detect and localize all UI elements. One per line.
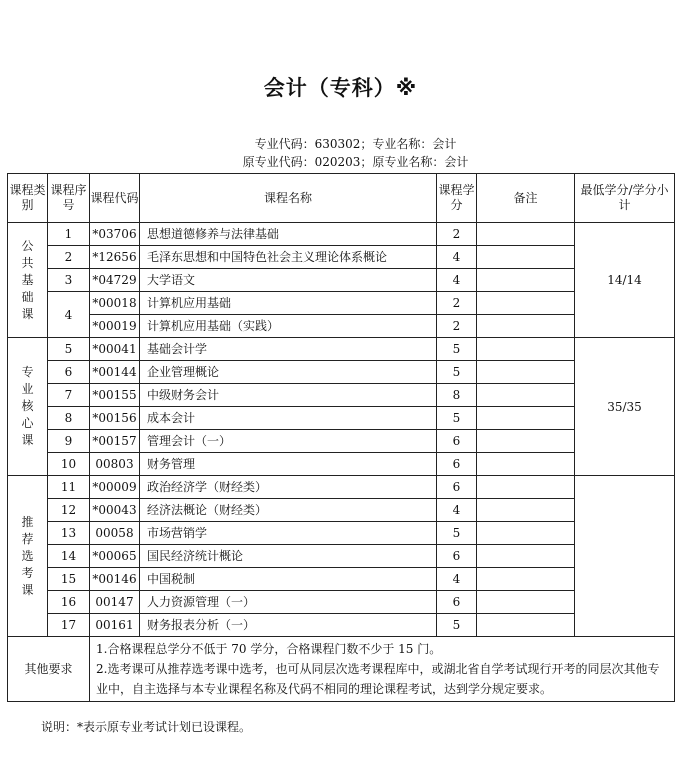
category-char: 心 (21, 416, 34, 430)
seq-cell: 14 (48, 545, 90, 568)
table-row (8, 453, 675, 476)
code-cell: *00156 (90, 407, 140, 430)
requirement-item: 2.选考课可从推荐选考课中选考，也可从同层次选考课程库中，或湖北省自学考试现行开考的同层次其他专业中，自主选择与本专业课程名称及代码不相同的理论课程考试，达到学分规定要求。 (96, 662, 660, 696)
remark-cell (477, 453, 575, 476)
credit-cell: 6 (437, 430, 477, 453)
name-cell: 毛泽东思想和中国特色社会主义理论体系概论 (140, 246, 437, 269)
category-char: 选 (21, 548, 34, 563)
category-char: 考 (21, 565, 34, 580)
table-row (8, 223, 675, 246)
remark-cell (477, 269, 575, 292)
seq-cell: 8 (48, 407, 90, 430)
seq-cell: 15 (48, 568, 90, 591)
credit-cell: 4 (437, 246, 477, 269)
remark-cell (477, 292, 575, 315)
name-cell: 国民经济统计概论 (140, 545, 437, 568)
table-row (8, 269, 675, 292)
category-char: 共 (21, 255, 34, 270)
name-cell: 基础会计学 (140, 338, 437, 361)
seq-cell: 17 (48, 614, 90, 637)
category-char: 公 (21, 238, 34, 253)
credit-cell: 2 (437, 223, 477, 246)
table-row (8, 545, 675, 568)
subtotal-cell (575, 476, 675, 637)
header-remark: 备注 (477, 174, 575, 223)
name-cell: 中级财务会计 (140, 384, 437, 407)
header-code: 课程代码 (90, 174, 140, 223)
credit-cell: 6 (437, 591, 477, 614)
subtotal-cell: 14/14 (575, 223, 675, 338)
code-cell: *12656 (90, 246, 140, 269)
remark-cell (477, 499, 575, 522)
remark-cell (477, 338, 575, 361)
name-cell: 财务管理 (140, 453, 437, 476)
category-char: 专 (21, 365, 34, 379)
code-cell: *00041 (90, 338, 140, 361)
seq-cell: 2 (48, 246, 90, 269)
credit-cell: 4 (437, 568, 477, 591)
category-cell (8, 338, 48, 476)
remark-cell (477, 384, 575, 407)
table-row (8, 499, 675, 522)
credit-cell: 4 (437, 269, 477, 292)
table-header-row (8, 174, 675, 223)
category-cell (8, 223, 48, 338)
remark-cell (477, 522, 575, 545)
code-cell: *00155 (90, 384, 140, 407)
code-cell: *00019 (90, 315, 140, 338)
credit-cell: 5 (437, 614, 477, 637)
seq-cell: 11 (48, 476, 90, 499)
name-cell: 中国税制 (140, 568, 437, 591)
seq-cell: 13 (48, 522, 90, 545)
credit-cell: 2 (437, 315, 477, 338)
category-char: 课 (21, 433, 34, 447)
seq-cell: 5 (48, 338, 90, 361)
remark-cell (477, 614, 575, 637)
remark-cell (477, 246, 575, 269)
name-cell: 计算机应用基础（实践） (140, 315, 437, 338)
header-credit: 课程学分 (437, 174, 477, 223)
code-cell: 00058 (90, 522, 140, 545)
category-cell (8, 476, 48, 637)
seq-cell: 16 (48, 591, 90, 614)
seq-cell: 6 (48, 361, 90, 384)
seq-cell: 9 (48, 430, 90, 453)
remark-cell (477, 407, 575, 430)
remark-cell (477, 545, 575, 568)
table-row (8, 292, 675, 315)
other-requirements-row (8, 637, 675, 702)
category-char: 业 (21, 382, 34, 396)
name-cell: 思想道德修养与法律基础 (140, 223, 437, 246)
seq-cell: 1 (48, 223, 90, 246)
remark-cell (477, 591, 575, 614)
category-char: 推 (21, 514, 34, 529)
remark-cell (477, 361, 575, 384)
credit-cell: 6 (437, 453, 477, 476)
remark-cell (477, 568, 575, 591)
seq-cell: 12 (48, 499, 90, 522)
name-cell: 成本会计 (140, 407, 437, 430)
name-cell: 企业管理概论 (140, 361, 437, 384)
credit-cell: 2 (437, 292, 477, 315)
name-cell: 计算机应用基础 (140, 292, 437, 315)
category-char: 课 (21, 306, 34, 321)
credit-cell: 5 (437, 522, 477, 545)
category-char: 课 (21, 582, 34, 597)
remark-cell (477, 430, 575, 453)
major-code-line: 专业代码：630302；专业名称：会计 (254, 137, 457, 151)
seq-cell: 4 (48, 292, 90, 338)
course-plan-table (7, 173, 675, 702)
credit-cell: 6 (437, 545, 477, 568)
table-row (8, 430, 675, 453)
credit-cell: 5 (437, 338, 477, 361)
table-row (8, 361, 675, 384)
name-cell: 财务报表分析（一） (140, 614, 437, 637)
remark-cell (477, 315, 575, 338)
table-row (8, 246, 675, 269)
credit-cell: 6 (437, 476, 477, 499)
original-major-code-line: 原专业代码：020203；原专业名称：会计 (242, 155, 469, 169)
remark-cell (477, 223, 575, 246)
table-row (8, 338, 675, 361)
code-cell: *00157 (90, 430, 140, 453)
table-row (8, 407, 675, 430)
header-seq: 课程序号 (48, 174, 90, 223)
subtotal-cell: 35/35 (575, 338, 675, 476)
code-cell: *00043 (90, 499, 140, 522)
table-row (8, 315, 675, 338)
code-cell: 00803 (90, 453, 140, 476)
name-cell: 管理会计（一） (140, 430, 437, 453)
code-cell: *00146 (90, 568, 140, 591)
header-min-credit: 最低学分/学分小计 (575, 174, 675, 223)
name-cell: 市场营销学 (140, 522, 437, 545)
code-cell: 00161 (90, 614, 140, 637)
code-cell: *00018 (90, 292, 140, 315)
code-cell: 00147 (90, 591, 140, 614)
category-char: 基 (21, 272, 34, 287)
header-category: 课程类别 (8, 174, 48, 223)
category-char: 核 (21, 399, 34, 413)
table-row (8, 591, 675, 614)
credit-cell: 4 (437, 499, 477, 522)
table-row (8, 568, 675, 591)
category-char: 础 (21, 289, 34, 304)
category-char: 荐 (21, 531, 34, 546)
seq-cell: 7 (48, 384, 90, 407)
code-cell: *03706 (90, 223, 140, 246)
credit-cell: 5 (437, 361, 477, 384)
name-cell: 经济法概论（财经类） (140, 499, 437, 522)
seq-cell: 3 (48, 269, 90, 292)
credit-cell: 8 (437, 384, 477, 407)
other-requirements-text (90, 637, 675, 702)
name-cell: 人力资源管理（一） (140, 591, 437, 614)
requirement-item: 1.合格课程总学分不低于 70 学分，合格课程门数不少于 15 门。 (96, 642, 442, 656)
credit-cell: 5 (437, 407, 477, 430)
table-row (8, 476, 675, 499)
footnote: 说明：*表示原专业考试计划已设课程。 (41, 720, 252, 734)
seq-cell: 10 (48, 453, 90, 476)
table-row (8, 384, 675, 407)
other-requirements-label: 其他要求 (8, 637, 90, 702)
name-cell: 政治经济学（财经类） (140, 476, 437, 499)
name-cell: 大学语文 (140, 269, 437, 292)
header-name: 课程名称 (140, 174, 437, 223)
table-row (8, 522, 675, 545)
document-title: 会计（专科）※ (263, 76, 418, 100)
code-cell: *04729 (90, 269, 140, 292)
code-cell: *00144 (90, 361, 140, 384)
table-row (8, 614, 675, 637)
code-cell: *00065 (90, 545, 140, 568)
code-cell: *00009 (90, 476, 140, 499)
remark-cell (477, 476, 575, 499)
